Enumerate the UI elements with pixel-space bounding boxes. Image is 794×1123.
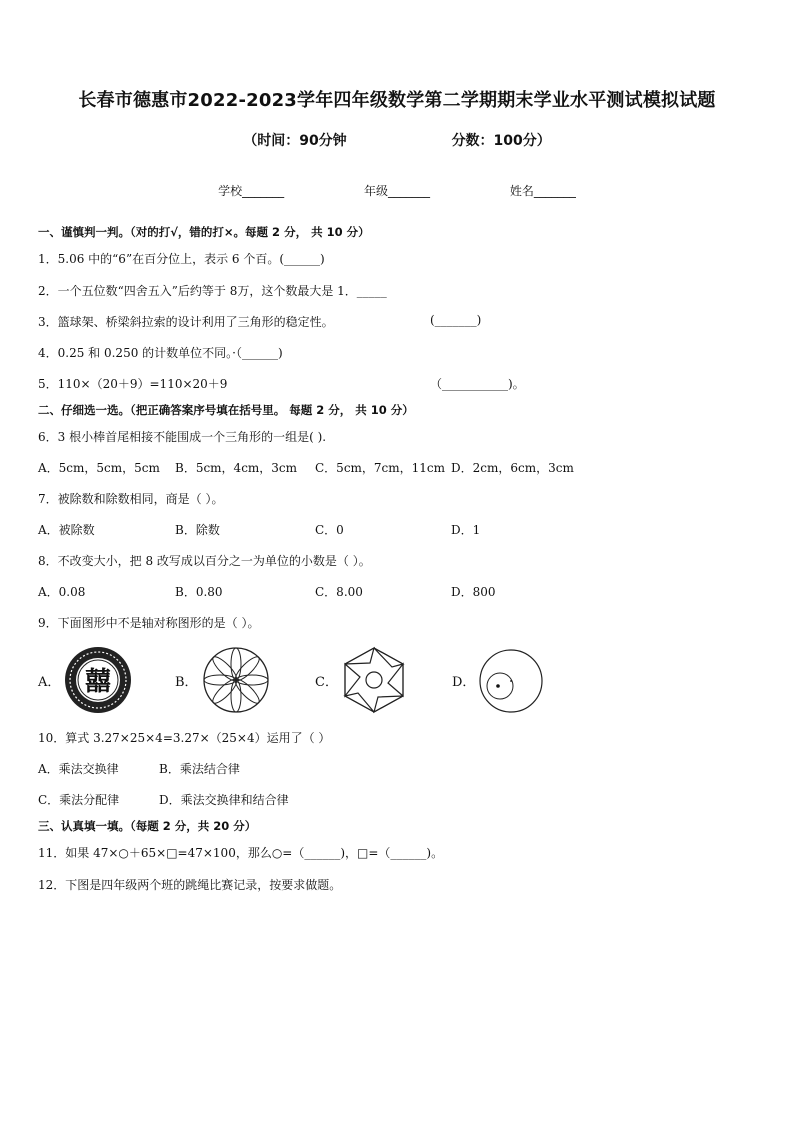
figure-c-label[interactable]: C． <box>315 675 338 690</box>
student-fields <box>0 182 794 199</box>
option[interactable]: C．8.00 <box>315 585 363 599</box>
exam-time: （时间：90分钟 <box>243 133 347 149</box>
option[interactable]: D．2cm，6cm，3cm <box>451 461 574 475</box>
grade-field[interactable]: 年级_______ <box>363 184 430 198</box>
question-5: 5．110×（20＋9）=110×20＋9 <box>38 377 228 391</box>
pinwheel-hexagon-icon <box>338 645 410 715</box>
question-3: 3．篮球架、桥梁斜拉索的设计利用了三角形的稳定性。 <box>38 315 334 329</box>
page-title: 长春市德惠市2022-2023学年四年级数学第二学期期末学业水平测试模拟试题 <box>78 90 716 111</box>
question-10: 10．算式 3.27×25×4=3.27×（25×4）运用了（ ） <box>38 731 331 745</box>
section-1-heading: 一、谨慎判一判。（对的打√，错的打×。每题 2 分， 共 10 分） <box>38 225 370 239</box>
question-12: 12．下图是四年级两个班的跳绳比赛记录，按要求做题。 <box>38 878 342 892</box>
question-5-blank[interactable]: （___________)。 <box>430 377 525 391</box>
option[interactable]: D．800 <box>451 585 496 599</box>
section-3-heading: 三、认真填一填。（每题 2 分，共 20 分） <box>38 819 257 833</box>
question-3-blank[interactable]: (_______) <box>430 313 482 327</box>
double-happiness-seal-icon <box>64 646 132 714</box>
option[interactable]: D．乘法交换律和结合律 <box>159 793 289 807</box>
figure-d-label[interactable]: D． <box>452 675 476 690</box>
figure-b-label[interactable]: B． <box>175 675 198 690</box>
seal-glyph: 囍 <box>84 667 112 697</box>
option[interactable]: C．0 <box>315 523 344 537</box>
question-7: 7．被除数和除数相同，商是（ ）。 <box>38 492 224 506</box>
option[interactable]: D．1 <box>451 523 481 537</box>
option[interactable]: B．0.80 <box>175 585 223 599</box>
option[interactable]: A．被除数 <box>38 523 95 537</box>
question-2: 2．一个五位数“四舍五入”后约等于 8万，这个数最大是 1．_____ <box>38 284 387 298</box>
school-field[interactable]: 学校_______ <box>218 184 285 198</box>
exam-meta <box>0 130 794 150</box>
option[interactable]: A．5cm，5cm，5cm <box>38 461 160 475</box>
option[interactable]: B．除数 <box>175 523 220 537</box>
section-2-heading: 二、仔细选一选。（把正确答案序号填在括号里。 每题 2 分， 共 10 分） <box>38 403 414 417</box>
question-9: 9．下面图形中不是轴对称图形的是（ ）。 <box>38 616 260 630</box>
flower-circle-icon <box>202 646 270 714</box>
option[interactable]: C．5cm，7cm，11cm <box>315 461 446 475</box>
exam-score: 分数：100分） <box>451 133 551 149</box>
question-11: 11．如果 47×○＋65×□=47×100，那么○=（______)，□=（______)。 <box>38 846 444 860</box>
figure-a-label[interactable]: A． <box>38 675 61 690</box>
concentric-circles-icon <box>478 648 544 714</box>
option[interactable]: A．0.08 <box>38 585 86 599</box>
question-1: 1．5.06 中的“6”在百分位上，表示 6 个百。(______) <box>38 252 325 266</box>
question-8: 8．不改变大小，把 8 改写成以百分之一为单位的小数是（ ）。 <box>38 554 371 568</box>
option[interactable]: C．乘法分配律 <box>38 793 120 807</box>
option[interactable]: A．乘法交换律 <box>38 762 119 776</box>
question-6: 6．3 根小棒首尾相接不能围成一个三角形的一组是( ). <box>38 430 327 444</box>
question-4: 4．0.25 和 0.250 的计数单位不同。·（______) <box>38 346 283 360</box>
option[interactable]: B．乘法结合律 <box>159 762 240 776</box>
option[interactable]: B．5cm，4cm，3cm <box>175 461 298 475</box>
name-field[interactable]: 姓名_______ <box>509 184 576 198</box>
